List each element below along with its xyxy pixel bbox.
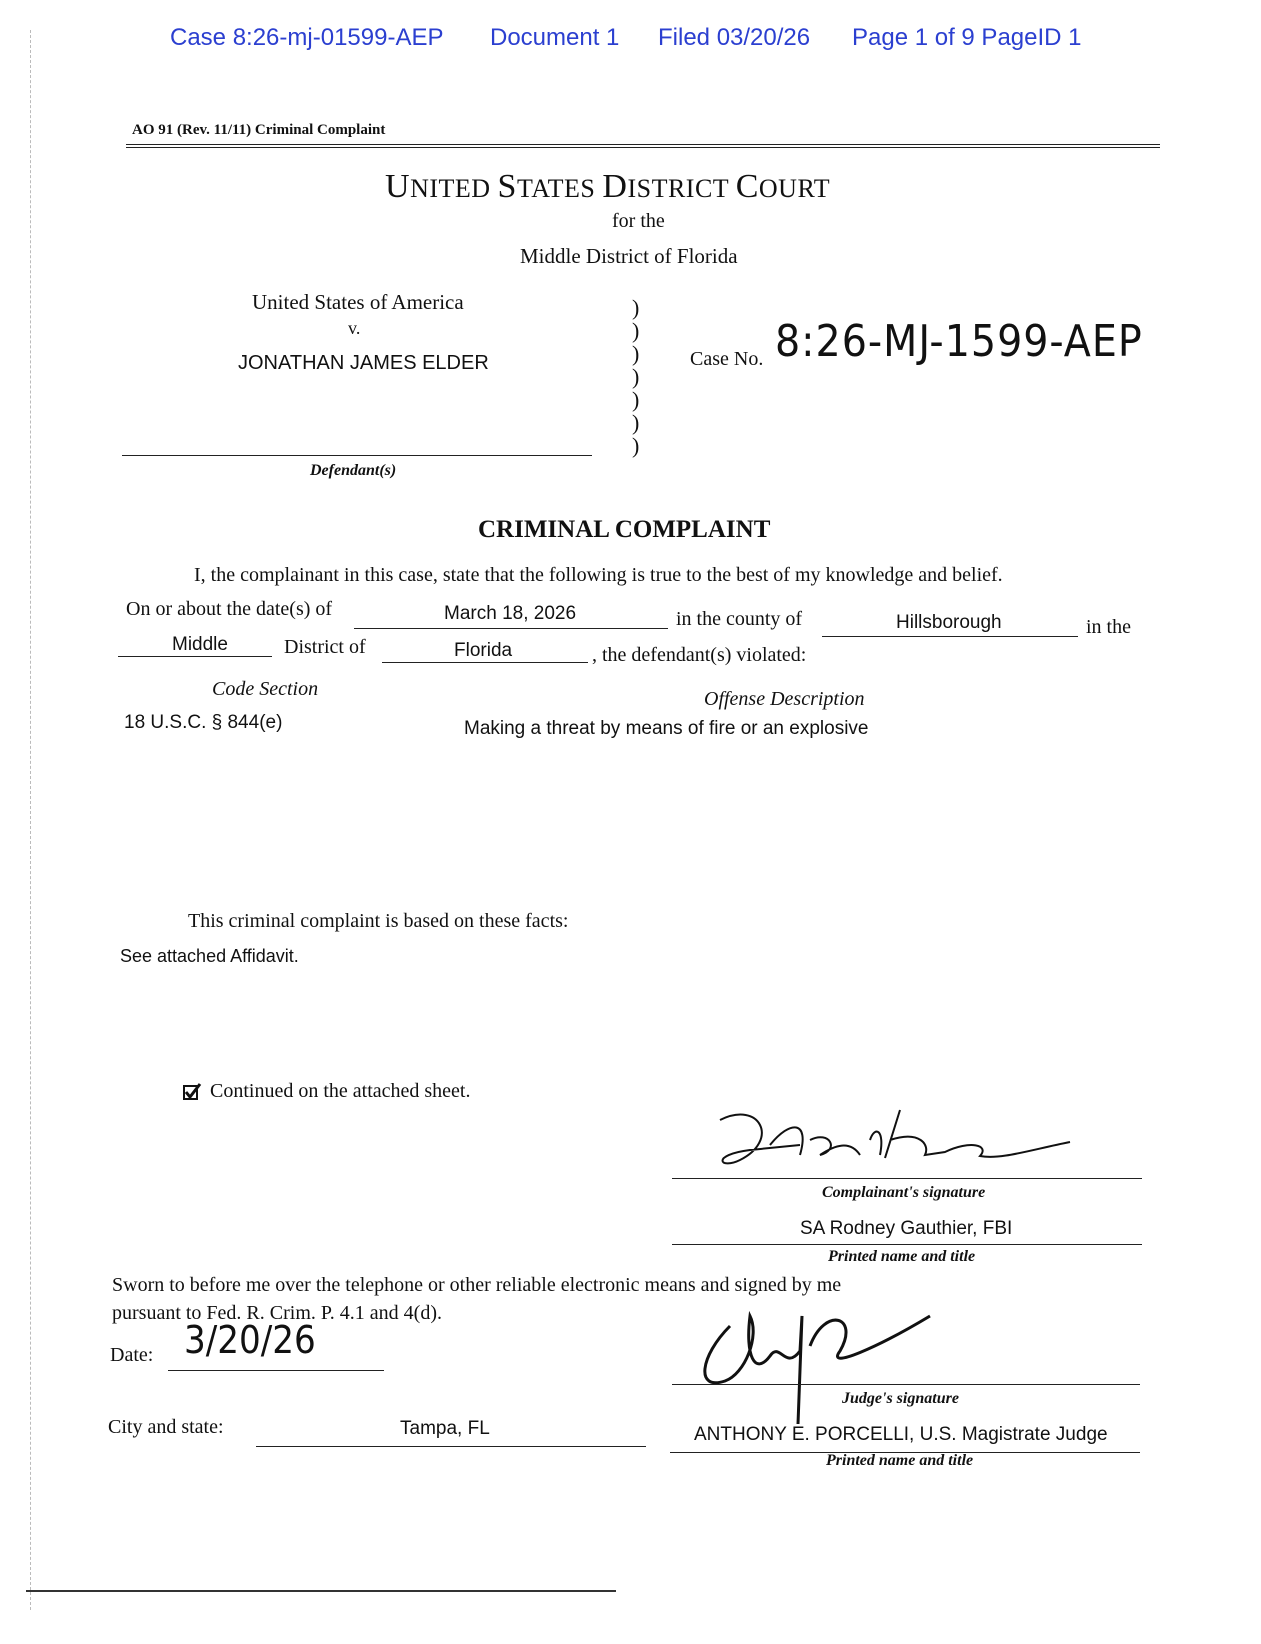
sworn-line-2: pursuant to Fed. R. Crim. P. 4.1 and 4(d).	[112, 1302, 442, 1324]
city-state-line	[256, 1446, 646, 1447]
court-for-the: for the	[612, 210, 665, 232]
offense-description-label: Offense Description	[704, 688, 865, 710]
date-line	[354, 628, 668, 629]
checkmark-icon	[182, 1082, 202, 1102]
court-title: UNITED STATES DISTRICT COURT	[385, 168, 831, 205]
header-page-info: Page 1 of 9 PageID 1	[852, 24, 1082, 51]
defendant-line	[122, 455, 592, 456]
district-of-label: District of	[284, 636, 366, 658]
facts-intro: This criminal complaint is based on these facts:	[188, 910, 569, 932]
scan-edge-mark	[30, 30, 33, 1610]
date-handwritten: 3/20/26	[184, 1318, 316, 1362]
offense-description: Making a threat by means of fire or an explosive	[464, 718, 869, 739]
continued-label: Continued on the attached sheet.	[210, 1080, 471, 1102]
plaintiff-name: United States of America	[252, 290, 464, 314]
date-line-sworn	[168, 1370, 384, 1371]
complaint-intro: I, the complainant in this case, state that the following is true to the best of my knowledge and belief.	[194, 564, 1003, 586]
city-state-label: City and state:	[108, 1416, 224, 1438]
header-document: Document 1	[490, 24, 620, 51]
in-county-label: in the county of	[676, 608, 803, 630]
complainant-signature-line	[672, 1178, 1142, 1179]
in-the-label: in the	[1086, 616, 1131, 638]
district-line	[118, 656, 272, 657]
state: Florida	[454, 640, 513, 661]
county: Hillsborough	[896, 612, 1002, 633]
sworn-line-1: Sworn to before me over the telephone or other reliable electronic means and signed by me	[112, 1274, 842, 1296]
offense-date: March 18, 2026	[444, 603, 577, 624]
continued-checkbox[interactable]	[182, 1082, 200, 1100]
bottom-scan-rule	[26, 1590, 616, 1592]
county-line	[822, 636, 1078, 637]
complaint-title: CRIMINAL COMPLAINT	[478, 516, 771, 543]
defendant-name: JONATHAN JAMES ELDER	[238, 352, 489, 374]
complainant-signature-label: Complainant's signature	[822, 1184, 986, 1201]
versus: v.	[348, 318, 361, 338]
header-case-number: Case 8:26-mj-01599-AEP	[170, 24, 444, 51]
state-line	[382, 662, 588, 663]
date-label: Date:	[110, 1344, 154, 1366]
city-state: Tampa, FL	[400, 1418, 490, 1439]
defendant-label: Defendant(s)	[310, 462, 397, 479]
complainant-signature	[700, 1100, 1080, 1185]
code-section: 18 U.S.C. § 844(e)	[124, 712, 283, 733]
district-value: Middle	[172, 634, 228, 655]
complainant-printed-name: SA Rodney Gauthier, FBI	[800, 1218, 1013, 1239]
caption-parentheses: ) ) ) ) ) ) )	[632, 295, 640, 458]
judge-printed-label: Printed name and title	[826, 1452, 974, 1469]
facts-text: See attached Affidavit.	[120, 946, 299, 966]
judge-signature	[690, 1296, 940, 1431]
form-top-rule	[126, 144, 1160, 148]
judge-signature-label: Judge's signature	[842, 1390, 959, 1407]
case-no-label: Case No.	[690, 348, 764, 370]
court-district: Middle District of Florida	[520, 244, 738, 268]
on-or-about-label: On or about the date(s) of	[126, 598, 333, 620]
code-section-label: Code Section	[212, 678, 319, 700]
violated-label: , the defendant(s) violated:	[592, 644, 807, 666]
complainant-printed-label: Printed name and title	[828, 1248, 976, 1265]
form-id: AO 91 (Rev. 11/11) Criminal Complaint	[132, 122, 386, 138]
judge-signature-line	[672, 1384, 1140, 1385]
judge-printed-name: ANTHONY E. PORCELLI, U.S. Magistrate Judge	[694, 1424, 1108, 1445]
case-no-handwritten: 8:26-MJ-1599-AEP	[775, 316, 1143, 367]
header-filed-date: Filed 03/20/26	[658, 24, 811, 51]
complainant-printed-line	[672, 1244, 1142, 1245]
